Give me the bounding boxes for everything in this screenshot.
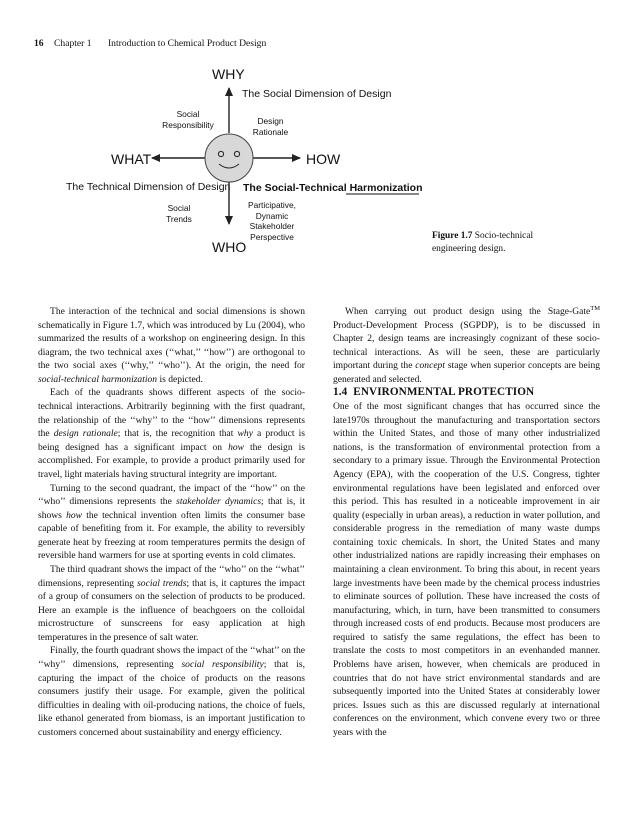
how-label: HOW xyxy=(306,151,341,167)
caption-text-2: engineering design. xyxy=(432,243,506,254)
paragraph: When carrying out product design using the Stage-Gate™ Product-Development Process (SGPDP), is to be discussed in Chapter 2, design teams are increasingly cognizant of these socio-technical interactions. As will be seen, these are particularly important during the concept stage when superior concepts are being generated and selected. xyxy=(333,304,600,385)
paragraph: The interaction of the technical and social dimensions is shown schematically in Figure 1.7, which was introduced by Lu (2004), who summarized the results of a workshop on engineering design. In this diagram, the two technical axes (‘‘what,’’ ‘‘how’’) are orthogonal to the two social axes (‘‘why,’’ ‘‘who’’). At the origin, the need for social-technical harmonization is depicted. xyxy=(38,306,305,385)
paragraph: One of the most significant changes that has occurred since the late1970s throughout the manufacturing and transportation sectors within the United States, and those of many other industrialized nations, is the transformation of environmental protection from a secondary to a primary issue. Through the Environmental Protection Agency (EPA), with the cooperation of the U.S. Congress, tighter environmental regulations have been legislated and enforced over this period. This has resulted in a noticeable improvement in air quality (especially in urban areas), a reduction in water pollution, and considerable progress in the remediation of many waste dumps containing toxic chemicals. In short, the United States and many other industrialized nations are rapidly increasing their emphases on maintaining a clean environment. To bring this about, in recent years large investments have been made by the chemical process industries to eliminate sources of pollution. These have increased the costs of manufacturing, which, in turn, have been transmitted to consumers through increased costs of end products. Because most producers are required to satisfy the same regulations, the effect has been to translate the costs to most competitors in an evenhanded manner. Problems have arisen, however, when chemicals are produced in countries that do not have strict environmental standards and are subsequently imported into the United States at considerably lower prices. Issues such as this are discussed regularly at international conferences on the environment, which convene every two or three years with the xyxy=(333,401,600,738)
paragraph: Finally, the fourth quadrant shows the impact of the ‘‘what’’ on the ‘‘why’’ dimensions, representing social responsibility; that is, capturing the impact of the choice of products on the reasons consumers justify their usage. For example, given the political difficulties in dealing with oil-producing nations, the choice of fuels, like ethanol generated from biomass, is an important justification to customers concerned about sustainability and energy efficiency. xyxy=(38,645,305,738)
left-column xyxy=(38,305,305,740)
paragraph: The third quadrant shows the impact of the ‘‘who’’ on the ‘‘what’’ dimensions, representing social trends; that is, it captures the impact of a group of consumers on the selection of products to be produced. Here an example is the influence of beachgoers on the colloidal microstructure of sunscreens for easy application at high temperatures in the presence of salt water. xyxy=(38,563,305,643)
social-trends-label: Social Trends xyxy=(166,203,192,224)
caption-text-1: Socio-technical xyxy=(474,231,534,241)
chapter-label: Chapter 1 xyxy=(54,38,92,49)
what-label: WHAT xyxy=(111,151,152,167)
figure-label: Figure 1.7 xyxy=(432,231,473,241)
figure-caption xyxy=(432,230,592,255)
chapter-title: Introduction to Chemical Product Design xyxy=(107,38,267,49)
paragraph: Turning to the second quadrant, the impact of the ‘‘how’’ on the ‘‘who’’ dimensions represents the stakeholder dynamics; that is, it shows how the technical invention often limits the consumer base capable of benefiting from it. For example, the ability to reversibly generate heat by freezing at room temperatures permits the design of reversible hand warmers for use at sporting events in cold climates. xyxy=(38,482,305,562)
participative-label: Participative, Dynamic Stakeholder Perspective xyxy=(248,200,296,242)
paragraph: Each of the quadrants shows different aspects of the socio-technical interactions. Arbitrarily beginning with the first quadrant, the relationship of the ‘‘why’’ to the ‘‘how’’ dimensions represents the design rationale; that is, the recognition that why a product is being designed has a significant impact on how the design is accomplished. For example, to provide a product primarily used for travel, light materials having structural integrity are important. xyxy=(38,387,305,480)
who-label: WHO xyxy=(212,239,247,255)
section-heading: 1.4 ENVIRONMENTAL PROTECTION xyxy=(333,386,535,399)
social-responsibility-label: Social Responsibility xyxy=(162,109,214,130)
right-column xyxy=(333,305,600,740)
page-number: 16 xyxy=(34,38,44,49)
social-dimension-label: The Social Dimension of Design xyxy=(242,88,392,100)
smiley-face-icon xyxy=(205,134,253,182)
technical-dimension-label: The Technical Dimension of Design xyxy=(66,181,231,193)
why-label: WHY xyxy=(212,66,245,82)
harmonization-label: The Social-Technical Harmonization xyxy=(243,182,423,194)
design-rationale-label: Design Rationale xyxy=(252,116,289,137)
